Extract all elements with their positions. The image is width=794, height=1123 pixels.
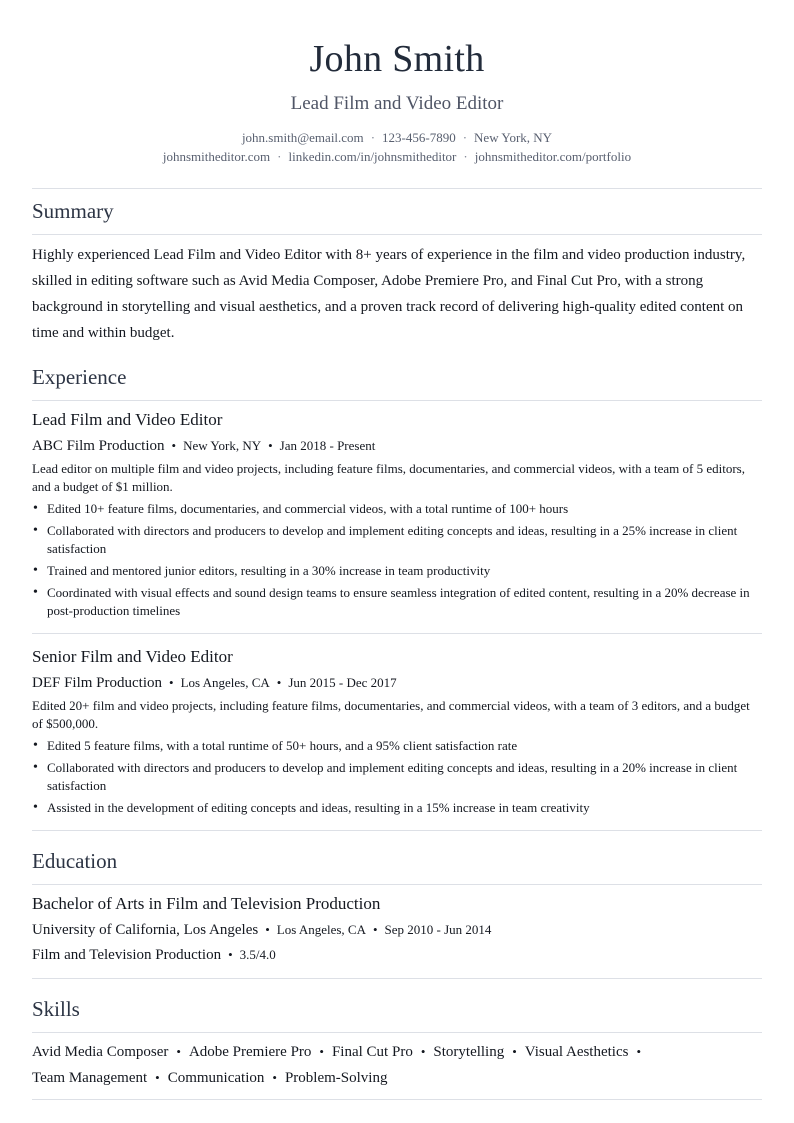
skill-item: Adobe Premiere Pro — [188, 1044, 312, 1060]
separator-bullet: • — [155, 1070, 160, 1085]
job-dates: Jan 2018 - Present — [279, 438, 376, 453]
separator-bullet: • — [228, 947, 233, 962]
achievement-item: • Collaborated with directors and producers to develop and implement editing concepts and ideas, resulting in a 25% increase in client satisfaction — [32, 522, 762, 558]
separator-bullet: • — [268, 438, 273, 453]
divider — [32, 830, 762, 831]
separator-bullet: • — [319, 1044, 324, 1059]
job-title: Lead Film and Video Editor — [32, 410, 223, 429]
portfolio-link[interactable]: johnsmitheditor.com/portfolio — [474, 149, 632, 164]
separator-bullet: • — [176, 1044, 181, 1059]
field-of-study: Film and Television Production — [32, 947, 222, 963]
divider — [32, 1032, 762, 1033]
job-dates: Jun 2015 - Dec 2017 — [288, 675, 397, 690]
separator-bullet: • — [171, 438, 177, 453]
separator-bullet: • — [420, 1044, 426, 1059]
school-name: University of California, Los Angeles — [32, 922, 259, 938]
divider — [32, 884, 762, 885]
separator-bullet: • — [372, 922, 378, 937]
section-title-education: Education — [32, 849, 118, 873]
divider — [32, 234, 762, 235]
separator-bullet: • — [512, 1044, 517, 1059]
section-title-summary: Summary — [32, 199, 114, 223]
job-description: Edited 20+ film and video projects, including feature films, documentaries, and commercial videos, with a team of 3 editors, and a budget of $500,000. — [32, 698, 750, 731]
job-location: Los Angeles, CA — [180, 675, 270, 690]
contact-line-1 — [0, 128, 794, 147]
skill-item: Storytelling — [433, 1044, 505, 1060]
degree-title: Bachelor of Arts in Film and Television Production — [32, 894, 381, 913]
job-meta — [32, 436, 375, 456]
separator-dot: · — [462, 130, 468, 145]
job-achievements — [32, 737, 762, 821]
candidate-name: John Smith — [309, 38, 485, 80]
phone-number: 123-456-7890 — [382, 130, 456, 145]
skill-item: Visual Aesthetics — [524, 1044, 629, 1060]
skill-item: Final Cut Pro — [331, 1044, 413, 1060]
separator-bullet: • — [276, 675, 282, 690]
location-text: New York, NY — [474, 130, 553, 145]
job-title: Senior Film and Video Editor — [32, 647, 233, 666]
skill-item: Team Management — [32, 1070, 148, 1086]
skill-item: Avid Media Composer — [32, 1044, 169, 1060]
email-link[interactable]: john.smith@email.com — [241, 130, 364, 145]
separator-dot: · — [463, 149, 468, 164]
job-location: New York, NY — [183, 438, 262, 453]
job-achievements — [32, 500, 762, 624]
school-dates: Sep 2010 - Jun 2014 — [384, 922, 492, 937]
divider — [32, 400, 762, 401]
separator-bullet: • — [169, 675, 174, 690]
separator-dot: · — [277, 149, 282, 164]
separator-dot: · — [370, 130, 376, 145]
skill-item: Communication — [167, 1070, 265, 1086]
section-title-experience: Experience — [32, 365, 127, 389]
summary-text: Highly experienced Lead Film and Video Editor with 8+ years of experience in the film and video production industry, skilled in editing software such as Avid Media Composer, Adobe Premiere Pro, and Final Cut Pro, with a strong background in storytelling and visual aesthetics, and a proven track record of delivering high-quality edited content on time and within budget. — [32, 247, 746, 341]
resume-header — [0, 0, 794, 166]
separator-bullet: • — [265, 922, 270, 937]
job-meta — [32, 673, 397, 693]
school-location: Los Angeles, CA — [276, 922, 366, 937]
gpa-value: 3.5/4.0 — [239, 947, 276, 962]
achievement-item: • Collaborated with directors and producers to develop and implement editing concepts and ideas, resulting in a 20% increase in client satisfaction — [32, 759, 762, 795]
section-title-skills: Skills — [32, 997, 80, 1021]
website-link[interactable]: johnsmitheditor.com — [162, 149, 271, 164]
achievement-item: • Assisted in the development of editing concepts and ideas, resulting in a 15% increase in team creativity — [32, 799, 762, 817]
divider — [32, 188, 762, 189]
skill-item: Problem-Solving — [284, 1070, 388, 1086]
achievement-item: • Edited 10+ feature films, documentaries, and commercial videos, with a total runtime of 100+ hours — [32, 500, 762, 518]
divider — [32, 633, 762, 634]
job-description: Lead editor on multiple film and video projects, including feature films, documentaries, and commercial videos, with a team of 5 editors, and a budget of $1 million. — [32, 461, 745, 494]
divider — [32, 978, 762, 979]
linkedin-link[interactable]: linkedin.com/in/johnsmitheditor — [288, 149, 457, 164]
company-name: DEF Film Production — [32, 675, 163, 691]
divider — [32, 1099, 762, 1100]
achievement-item: • Coordinated with visual effects and sound design teams to ensure seamless integration of edited content, resulting in a 20% decrease in post-production timelines — [32, 584, 762, 620]
achievement-item: • Edited 5 feature films, with a total runtime of 50+ hours, and a 95% client satisfaction rate — [32, 737, 762, 755]
skills-list — [32, 1039, 762, 1091]
separator-bullet: • — [272, 1070, 277, 1085]
candidate-role: Lead Film and Video Editor — [290, 93, 504, 114]
separator-bullet: • — [636, 1044, 642, 1059]
field-meta — [32, 945, 276, 965]
contact-line-2 — [0, 147, 794, 166]
school-meta — [32, 920, 491, 940]
company-name: ABC Film Production — [32, 438, 165, 454]
achievement-item: • Trained and mentored junior editors, resulting in a 30% increase in team productivity — [32, 562, 762, 580]
